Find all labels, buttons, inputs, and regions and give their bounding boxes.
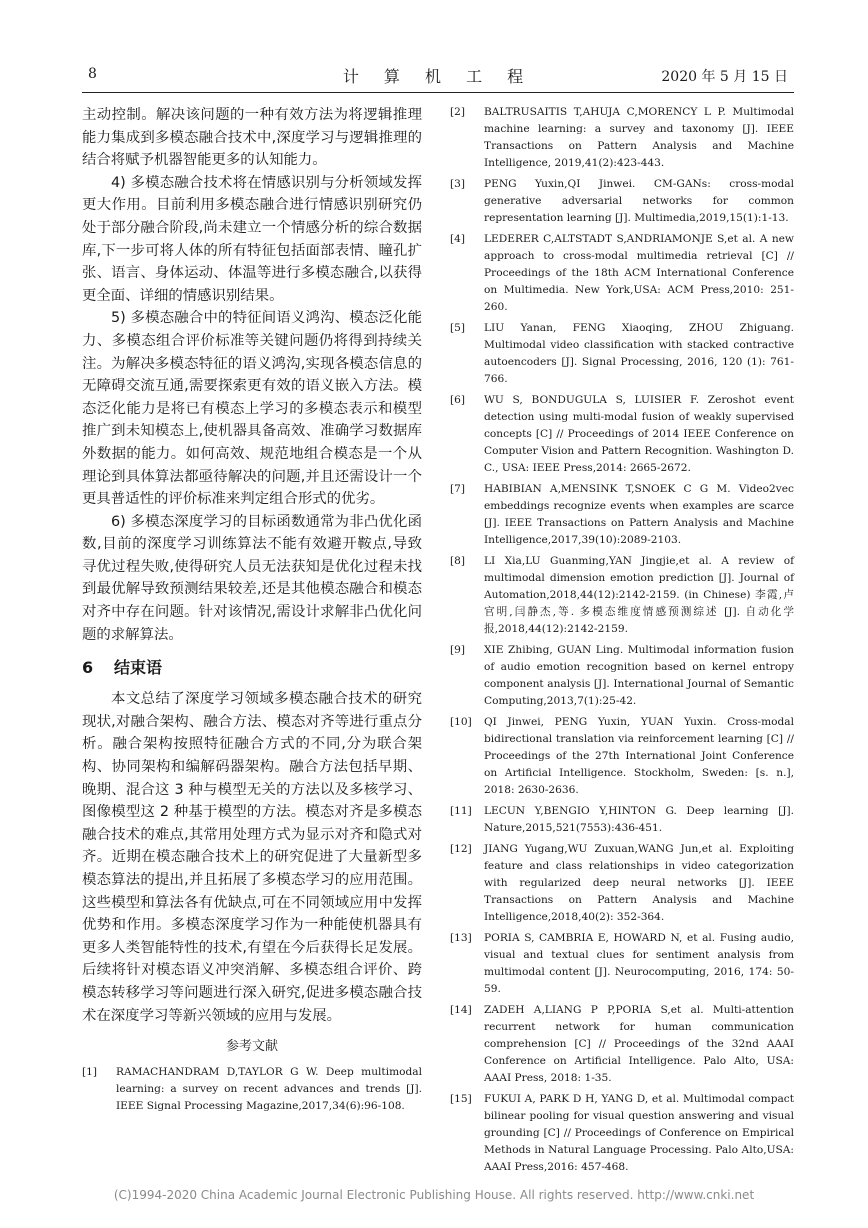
conclusion-paragraph: 本文总结了深度学习领域多模态融合技术的研究现状,对融合架构、融合方法、模态对齐等进行重点分析。融合架构按照特征融合方式的不同,分为联合架构、协同架构和编解码器架构。融合方法包括早期、晚期、混合这 3 种与模型无关的方法以及多核学习、图像模型这 2 种基于模型的方法。模态对齐是多模态融合技术的难点,其常用处理方式为显示对齐和隐式对齐。近期在模态融合技术上的研究促进了大量新型多模态算法的提出,并且拓展了多模态学习的应用范围。这些模型和算法各有优缺点,可在不同领域应用中发挥优势和作用。多模态深度学习作为一种能使机器具有更多人类智能特性的技术,有望在今后获得长足发展。后续将针对模态语义冲突消解、多模态组合评价、跨模态转移学习等问题进行深入研究,促进多模态融合技术在深度学习等新兴领域的应用与发展。 — [82, 691, 422, 1024]
reference-number: [12] — [450, 843, 472, 855]
reference-number: [10] — [450, 716, 472, 728]
reference-text: ZADEH A,LIANG P P,PORIA S,et al. Multi-attention recurrent network for human communication comprehension [C] // Proceedings of the 32nd AAAI Conference on Artificial Intelligence. Palo Alto, USA: AAAI Press, 2018: 1-35. — [484, 1004, 794, 1084]
section-title: 结束语 — [114, 658, 163, 678]
reference-item — [450, 392, 794, 477]
reference-text: PENG Yuxin,QI Jinwei. CM-GANs: cross-modal generative adversarial networks for common representation learning [J]. Multimedia,2019,15(1):1-13. — [484, 178, 794, 224]
reference-item — [450, 1091, 794, 1176]
reference-number: [11] — [450, 805, 472, 817]
reference-text: JIANG Yugang,WU Zuxuan,WANG Jun,et al. Exploiting feature and class relationships in video categorization with regularized deep neural networks [J]. IEEE Transactions on Pattern Analysis and Machine Intelligence,2018,40(2): 352-364. — [484, 843, 794, 923]
section-number: 6 — [82, 658, 94, 678]
right-column — [450, 104, 794, 1180]
reference-item — [450, 803, 794, 837]
reference-number: [7] — [450, 483, 466, 495]
body-paragraph: 4) 多模态融合技术将在情感识别与分析领域发挥更大作用。目前利用多模态融合进行情感识别研究仍处于部分融合阶段,尚未建立一个情感分析的综合数据库,下一步可将人体的所有特征包括面部表情、瞳孔扩张、语言、身体运动、体温等进行多模态融合,以获得更全面、详细的情感识别结果。 — [82, 174, 422, 304]
page-header — [82, 66, 794, 90]
page-number: 8 — [88, 66, 97, 82]
reference-text: FUKUI A, PARK D H, YANG D, et al. Multimodal compact bilinear pooling for visual question answering and visual grounding [C] // Proceedings of Conference on Empirical Methods in Natural Language Processing. Palo Alto,USA: AAAI Press,2016: 457-468. — [484, 1093, 794, 1173]
reference-item — [450, 642, 794, 710]
journal-title: 计 算 机 工 程 — [342, 67, 534, 86]
header-rule — [82, 92, 794, 93]
reference-number: [9] — [450, 644, 466, 656]
reference-number: [14] — [450, 1004, 472, 1016]
reference-item — [82, 1064, 422, 1115]
reference-text: LECUN Y,BENGIO Y,HINTON G. Deep learning [J]. Nature,2015,521(7553):436-451. — [484, 805, 794, 834]
body-paragraph: 5) 多模态融合中的特征间语义鸿沟、模态泛化能力、多模态组合评价标准等关键问题仍将得到持续关注。为解决多模态特征的语义鸿沟,实现各模态信息的无障碍交流互通,需要探索更有效的语义嵌入方法。模态泛化能力是将已有模态上学习的多模态表示和模型推广到未知模态上,使机器具备高效、准确学习数据库外数据的能力。如何高效、规范地组合模态是一个从理论到具体算法都亟待解决的问题,并且还需设计一个更具普适性的评价标准来判定组合形式的优劣。 — [82, 310, 422, 508]
reference-text: XIE Zhibing, GUAN Ling. Multimodal information fusion of audio emotion recognition based on kernel entropy component analysis [J]. International Journal of Semantic Computing,2013,7(1):25-42. — [484, 644, 794, 707]
reference-item — [450, 553, 794, 638]
reference-text: BALTRUSAITIS T,AHUJA C,MORENCY L P. Multimodal machine learning: a survey and taxonomy [J]. IEEE Transactions on Pattern Analysis and Machine Intelligence, 2019,41(2):423-443. — [484, 106, 794, 169]
reference-number: [2] — [450, 106, 466, 118]
reference-item — [450, 481, 794, 549]
reference-number: [1] — [82, 1066, 98, 1079]
reference-item — [450, 714, 794, 799]
reference-item — [450, 930, 794, 998]
reference-item — [450, 320, 794, 388]
copyright-footer: (C)1994-2020 China Academic Journal Electronic Publishing House. All rights reserved. http://www.cnki.net — [113, 1188, 755, 1202]
left-column — [82, 104, 422, 1119]
reference-item — [450, 104, 794, 172]
reference-item — [450, 176, 794, 227]
reference-number: [15] — [450, 1093, 472, 1105]
references-heading: 参考文献 — [225, 1039, 278, 1055]
body-paragraph: 6) 多模态深度学习的目标函数通常为非凸优化函数,目前的深度学习训练算法不能有效避开鞍点,导致寻优过程失败,使得研究人员无法获知是优化过程未找到最优解导致预测结果较差,还是其他模态融合和模态对齐中存在问题。针对该情况,需设计求解非凸优化问题的求解算法。 — [82, 513, 422, 643]
reference-item — [450, 841, 794, 926]
reference-text: QI Jinwei, PENG Yuxin, YUAN Yuxin. Cross-modal bidirectional translation via reinforcement learning [C] // Proceedings of the 27th International Joint Conference on Artificial Intelligence. Stockholm, Sweden: [s. n.], 2018: 2630-2636. — [484, 716, 794, 796]
reference-item — [450, 1002, 794, 1087]
reference-text: WU S, BONDUGULA S, LUISIER F. Zeroshot event detection using multi-modal fusion of weakly supervised concepts [C] // Proceedings of 2014 IEEE Conference on Computer Vision and Pattern Recognition. Washington D. C., USA: IEEE Press,2014: 2665-2672. — [484, 394, 794, 474]
body-paragraph: 主动控制。解决该问题的一种有效方法为将逻辑推理能力集成到多模态融合技术中,深度学习与逻辑推理的结合将赋予机器智能更多的认知能力。 — [82, 107, 422, 169]
reference-number: [6] — [450, 394, 466, 406]
section-heading — [82, 654, 422, 682]
reference-number: [8] — [450, 555, 466, 567]
reference-text: HABIBIAN A,MENSINK T,SNOEK C G M. Video2vec embeddings recognize events when examples are scarce [J]. IEEE Transactions on Pattern Analysis and Machine Intelligence,2017,39(10):2089-2103. — [484, 483, 794, 546]
reference-text: LEDERER C,ALTSTADT S,ANDRIAMONJE S,et al. A new approach to cross-modal multimedia retrieval [C] // Proceedings of the 18th ACM International Conference on Multimedia. New York,USA: ACM Press,2010: 251-260. — [484, 233, 794, 313]
reference-text: LI Xia,LU Guanming,YAN Jingjie,et al. A review of multimodal dimension emotion prediction [J]. Journal of Automation,2018,44(12):2142-2159. (in Chinese) 李霞,卢官明,闫静杰,等. 多模态维度情感预测综述 [J]. 自动化学报,2018,44(12):2142-2159. — [484, 555, 794, 635]
reference-number: [3] — [450, 178, 466, 190]
issue-date: 2020 年 5 月 15 日 — [661, 69, 788, 85]
reference-text: LIU Yanan, FENG Xiaoqing, ZHOU Zhiguang. Multimodal video classification with stacked contractive autoencoders [J]. Signal Processing, 2016, 120 (1): 761-766. — [484, 322, 794, 385]
reference-item — [450, 231, 794, 316]
reference-number: [5] — [450, 322, 466, 334]
reference-number: [4] — [450, 233, 466, 245]
reference-text: PORIA S, CAMBRIA E, HOWARD N, et al. Fusing audio, visual and textual clues for sentiment analysis from multimodal content [J]. Neurocomputing, 2016, 174: 50-59. — [484, 932, 794, 995]
reference-text: RAMACHANDRAM D,TAYLOR G W. Deep multimodal learning: a survey on recent advances and trends [J]. IEEE Signal Processing Magazine,2017,34(6):96-108. — [116, 1066, 422, 1113]
reference-number: [13] — [450, 932, 472, 944]
